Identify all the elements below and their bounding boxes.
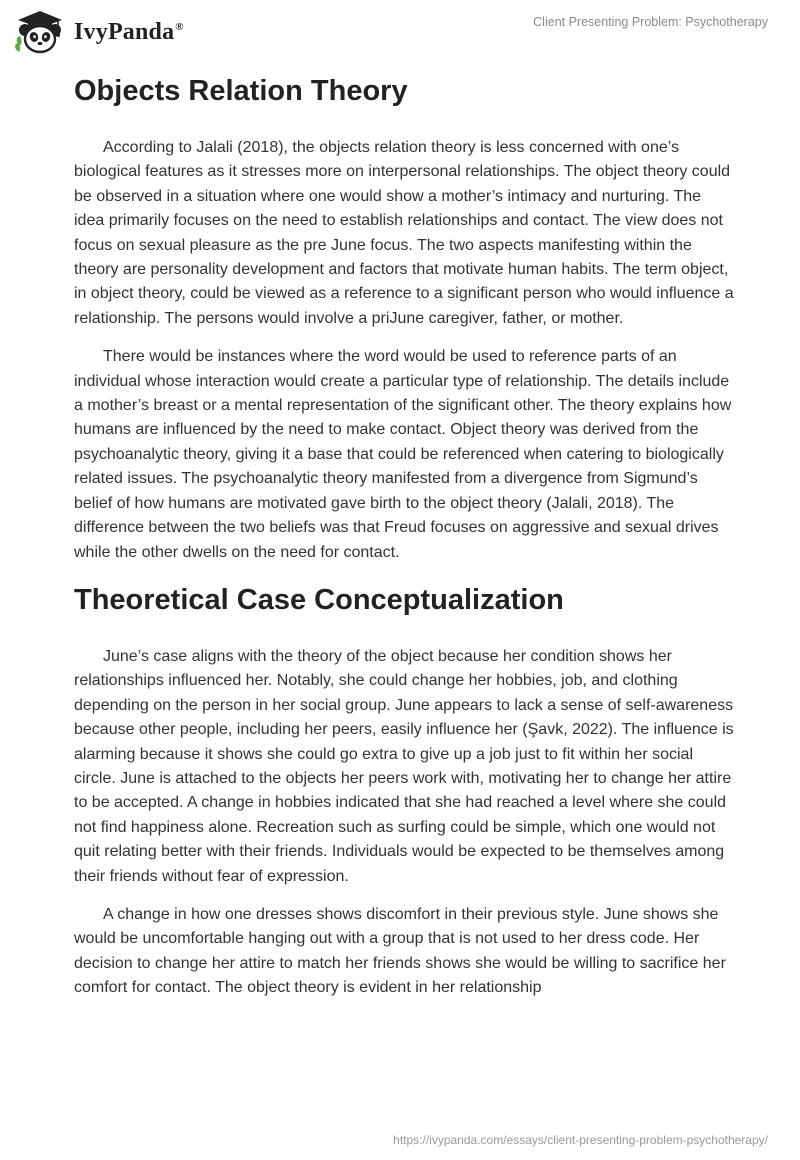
panda-graduate-icon bbox=[12, 8, 68, 54]
brand-logo[interactable] bbox=[12, 8, 184, 54]
section-heading-theoretical-case-conceptualization: Theoretical Case Conceptualization bbox=[74, 583, 564, 616]
footer-url-link[interactable]: https://ivypanda.com/essays/client-presenting-problem-psychotherapy/ bbox=[393, 1133, 768, 1147]
section-heading-objects-relation-theory: Objects Relation Theory bbox=[74, 75, 408, 107]
registered-mark: ® bbox=[175, 20, 184, 33]
paragraph: There would be instances where the word would be used to reference parts of an individual whose interaction would create a particular type of relationship. The details include a mother’s breast or a mental representation of the significant other. The theory explains how humans are influenced by the need to make contact. Object theory was derived from the psychoanalytic theory, giving it a base that could be referenced when catering to biologically related issues. The psychoanalytic theory manifested from a divergence from Sigmund’s belief of how humans are motivated gave birth to the object theory (Jalali, 2018). The difference between the two beliefs was that Freud focuses on aggressive and sexual drives while the other dwells on the need for contact. bbox=[74, 348, 732, 561]
paragraph: A change in how one dresses shows discomfort in their previous style. June shows she would be uncomfortable hanging out with a group that is not used to her dress code. Her decision to change her attire to match her friends shows she would be willing to sacrifice her comfort for contact. The object theory is evident in her relationship bbox=[74, 905, 726, 997]
essay-body bbox=[74, 70, 734, 1001]
paragraph: June’s case aligns with the theory of the object because her condition shows her relationships influenced her. Notably, she could change her hobbies, job, and clothing depending on the person in her social group. June appears to lack a sense of self-awareness because other people, including her peers, easily influence her (Şavk, 2022). The influence is alarming because it shows she could go extra to give up a job just to fit within her social circle. June is attached to the objects her peers work with, motivating her to change her attire to be accepted. A change in hobbies indicated that she had reached a level where she could not find happiness alone. Recreation such as surfing could be simple, which one would not quit relating better with their friends. Individuals would be expected to be themselves among their friends without fear of expression. bbox=[74, 647, 734, 885]
paragraph: According to Jalali (2018), the objects relation theory is less concerned with one’s biological features as it stresses more on interpersonal relationships. The object theory could be observed in a situation where one would show a mother’s intimacy and nurturing. The idea primarily focuses on the need to establish relationships and contact. The view does not focus on sexual pleasure as the pre June focus. The two aspects manifesting within the theory are personality development and factors that motivate human habits. The term object, in object theory, could be viewed as a reference to a significant person who would influence a relationship. The persons would involve a priJune caregiver, father, or mother. bbox=[74, 139, 734, 327]
running-head: Client Presenting Problem: Psychotherapy bbox=[533, 15, 768, 29]
brand-name: IvyPanda® bbox=[74, 18, 184, 45]
